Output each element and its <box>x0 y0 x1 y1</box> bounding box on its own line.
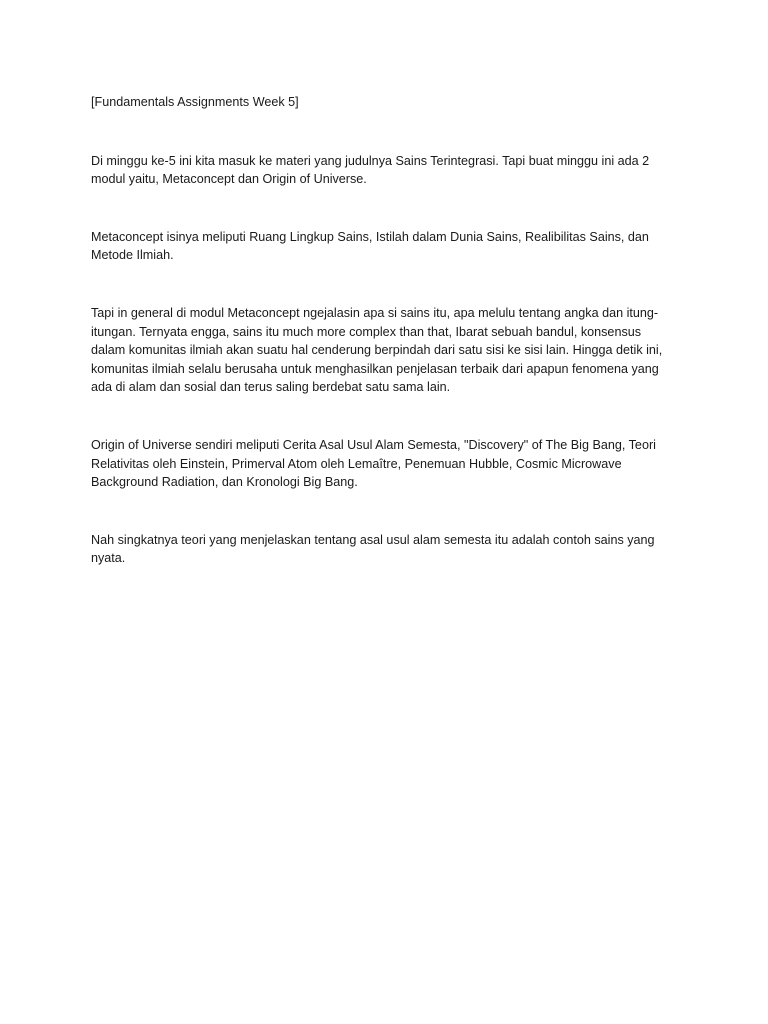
paragraph-metaconcept-general: Tapi in general di modul Metaconcept ngejalasin apa si sains itu, apa melulu tentang angka dan itung-itungan. Ternyata engga, sains itu much more complex than that, Ibarat sebuah bandul, konsensus dalam komunitas ilmiah akan suatu hal cenderung berpindah dari satu sisi ke sisi lain. Hingga detik ini, komunitas ilmiah selalu berusaha untuk menghasilkan penjelasan terbaik dari apapun fenomena yang ada di alam dan sosial dan terus saling berdebat satu sama lain. <box>91 305 663 395</box>
paragraph-metaconcept-scope: Metaconcept isinya meliputi Ruang Lingkup Sains, Istilah dalam Dunia Sains, Realibilitas Sains, dan Metode Ilmiah. <box>91 229 649 263</box>
paragraph-origin-of-universe: Origin of Universe sendiri meliputi Cerita Asal Usul Alam Semesta, "Discovery" of The Big Bang, Teori Relativitas oleh Einstein, Primerval Atom oleh Lemaître, Penemuan Hubble, Cosmic Microwave Background Radiation, dan Kronologi Big Bang. <box>91 437 656 490</box>
document-body <box>91 93 669 568</box>
document-title: [Fundamentals Assignments Week 5] <box>91 95 299 109</box>
paragraph-intro: Di minggu ke-5 ini kita masuk ke materi yang judulnya Sains Terintegrasi. Tapi buat minggu ini ada 2 modul yaitu, Metaconcept dan Origin of Universe. <box>91 153 650 187</box>
paragraph-conclusion: Nah singkatnya teori yang menjelaskan tentang asal usul alam semesta itu adalah contoh sains yang nyata. <box>91 532 655 566</box>
